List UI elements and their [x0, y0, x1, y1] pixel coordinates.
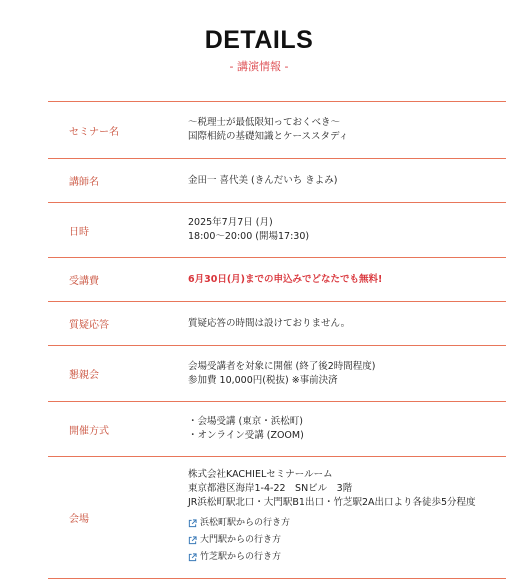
- row-label-qa: 質疑応答: [69, 320, 109, 331]
- format-line: ・会場受講 (東京・浜松町): [188, 416, 303, 427]
- row-value-venue: [188, 468, 476, 567]
- row-value-seminar: [188, 116, 348, 144]
- row-value-qa: 質疑応答の時間は設けておりません。: [188, 317, 351, 329]
- party-line: 会場受講者を対象に開催 (終了後2時間程度): [188, 360, 376, 372]
- venue-links: [188, 516, 476, 565]
- venue-line: 東京都港区海岸1-4-22 SNビル 3階: [188, 483, 353, 494]
- external-link-icon: [188, 519, 197, 528]
- format-line: ・オンライン受講 (ZOOM): [188, 430, 304, 441]
- seminar-line: 国際相続の基礎知識とケーススタディ: [188, 131, 349, 142]
- row-qa: [48, 302, 506, 346]
- row-label-datetime: 日時: [69, 226, 89, 238]
- row-speaker: [48, 159, 506, 203]
- row-venue: [48, 457, 506, 579]
- venue-line: 株式会社KACHIELセミナールーム: [188, 469, 333, 480]
- row-label-venue: 会場: [69, 514, 89, 525]
- venue-link-daimon[interactable]: [188, 533, 476, 548]
- page-header: [0, 0, 518, 74]
- row-format: [48, 402, 506, 457]
- page-title: DETAILS: [204, 26, 314, 54]
- page-subtitle: - 講演情報 -: [229, 60, 289, 73]
- venue-link-hamamatsucho[interactable]: [188, 516, 476, 531]
- venue-link-label: 大門駅からの行き方: [200, 535, 282, 545]
- row-value-speaker: 金田一 喜代美 (きんだいち きよみ): [188, 174, 338, 186]
- datetime-line: 18:00〜20:00 (開場17:30): [188, 231, 310, 242]
- row-party: [48, 346, 506, 402]
- venue-link-label: 竹芝駅からの行き方: [200, 552, 282, 562]
- details-table: [48, 101, 506, 579]
- seminar-line: 〜税理士が最低限知っておくべき〜: [188, 117, 341, 128]
- party-line: 参加費 10,000円(税抜) ※事前決済: [188, 374, 338, 386]
- row-fee: [48, 258, 506, 302]
- row-value-datetime: [188, 216, 309, 244]
- venue-line: JR浜松町駅北口・大門駅B1出口・竹芝駅2A出口より各徒歩5分程度: [188, 497, 476, 508]
- external-link-icon: [188, 536, 197, 545]
- venue-link-takeshiba[interactable]: [188, 550, 476, 565]
- row-value-format: [188, 415, 304, 443]
- row-seminar: [48, 102, 506, 159]
- row-label-speaker: 講師名: [69, 177, 99, 188]
- row-value-fee: 6月30日(月)までの申込みでどなたでも無料!: [188, 273, 383, 285]
- row-datetime: [48, 203, 506, 258]
- row-value-party: [188, 360, 375, 388]
- row-label-fee: 受講費: [69, 276, 99, 287]
- row-label-seminar: セミナー名: [69, 126, 119, 138]
- row-label-format: 開催方式: [69, 425, 109, 437]
- row-label-party: 懇親会: [69, 370, 99, 381]
- venue-link-label: 浜松町駅からの行き方: [200, 518, 291, 528]
- external-link-icon: [188, 553, 197, 562]
- datetime-line: 2025年7月7日 (月): [188, 217, 273, 228]
